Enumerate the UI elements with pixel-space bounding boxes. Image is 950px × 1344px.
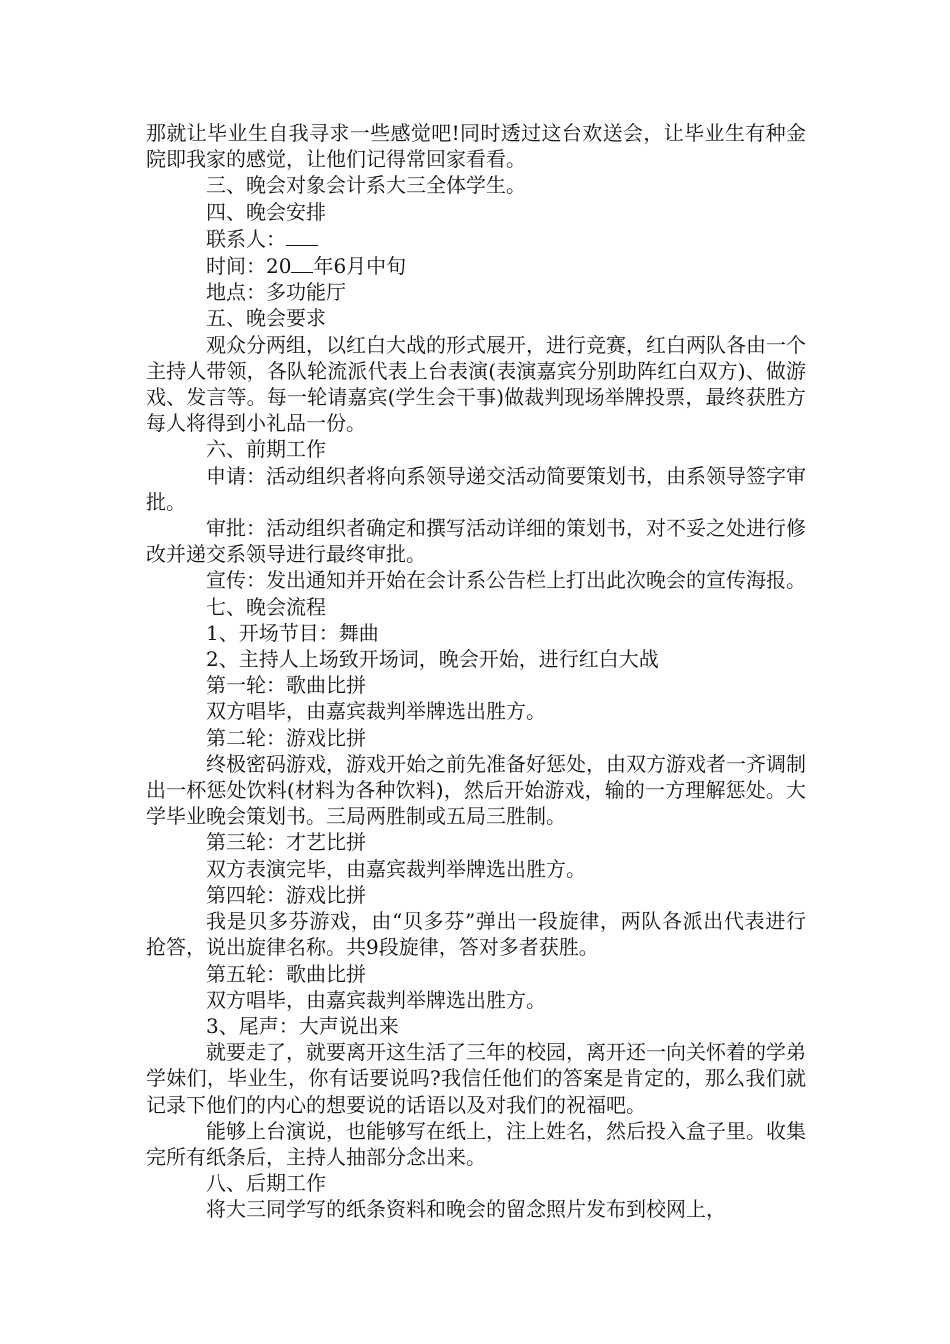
paragraph-finale-intro: 就要走了，就要离开这生活了三年的校园，离开还一向关怀着的学弟学妹们，毕业生，你有话要说吗?我信任他们的答案是肯定的，那么我们就记录下他们的内心的想要说的话语以及对我们的祝福吧。: [146, 1040, 806, 1117]
section-heading-arrangement: 四、晚会安排: [206, 199, 326, 224]
section-heading-followup: 八、后期工作: [206, 1171, 326, 1196]
paragraph-finale-notes: 能够上台演说，也能够写在纸上，注上姓名，然后投入盒子里。收集完所有纸条后，主持人抽部分念出来。: [146, 1118, 806, 1169]
contact-blank: [286, 225, 318, 246]
paragraph-requirements: 观众分两组，以红白大战的形式展开，进行竞赛，红白两队各由一个主持人带领，各队轮流派代表上台表演(表演嘉宾分别助阵红白双方)、做游戏、发言等。每一轮请嘉宾(学生会干事)做裁判现场举牌投票，最终获胜方每人将得到小礼品一份。: [146, 332, 806, 436]
program-item-finale: 3、尾声：大声说出来: [206, 1013, 399, 1038]
paragraph-application: 申请：活动组织者将向系领导递交活动简要策划书，由系领导签字审批。: [146, 463, 806, 514]
time-suffix: 年6月中旬: [313, 254, 407, 279]
program-item-host: 2、主持人上场致开场词，晚会开始，进行红白大战: [206, 647, 659, 672]
document-page: [146, 120, 806, 1223]
round-one-heading: 第一轮：歌曲比拼: [206, 673, 366, 698]
contact-label: 联系人：: [206, 226, 286, 251]
contact-line: [146, 225, 806, 252]
paragraph-followup: 将大三同学写的纸条资料和晚会的留念照片发布到校网上，: [206, 1197, 726, 1222]
round-five-text: 双方唱毕，由嘉宾裁判举牌选出胜方。: [206, 987, 546, 1012]
time-prefix: 时间：20: [206, 254, 292, 279]
section-heading-audience: 三、晚会对象会计系大三全体学生。: [206, 173, 526, 198]
section-heading-preparation: 六、前期工作: [206, 437, 326, 462]
time-line: [146, 252, 806, 279]
paragraph-approval: 审批：活动组织者确定和撰写活动详细的策划书，对不妥之处进行修改并递交系领导进行最终审批。: [146, 516, 806, 567]
round-two-text: 终极密码游戏，游戏开始之前先准备好惩处，由双方游戏者一齐调制出一杯惩处饮料(材料为各种饮料)，然后开始游戏，输的一方理解惩处。大学毕业晚会策划书。三局两胜制或五局三胜制。: [146, 751, 806, 829]
section-heading-requirements: 五、晚会要求: [206, 306, 326, 331]
paragraph-publicity: 宣传：发出通知并开始在会计系公告栏上打出此次晚会的宣传海报。: [206, 568, 806, 593]
paragraph-intro-continuation: 那就让毕业生自我寻求一些感觉吧!同时透过这台欢送会，让毕业生有种金院即我家的感觉，让他们记得常回家看看。: [146, 121, 806, 172]
location-line: 地点：多功能厅: [206, 280, 346, 305]
round-three-heading: 第三轮：才艺比拼: [206, 830, 366, 855]
round-one-text: 双方唱毕，由嘉宾裁判举牌选出胜方。: [206, 699, 546, 724]
section-heading-program: 七、晚会流程: [206, 594, 326, 619]
round-three-text: 双方表演完毕，由嘉宾裁判举牌选出胜方。: [206, 856, 586, 881]
round-four-text: 我是贝多芬游戏，由“贝多芬”弹出一段旋律，两队各派出代表进行抢答，说出旋律名称。共9段旋律，答对多者获胜。: [146, 909, 806, 960]
round-five-heading: 第五轮：歌曲比拼: [206, 961, 366, 986]
program-item-opening: 1、开场节目：舞曲: [206, 620, 379, 645]
round-two-heading: 第二轮：游戏比拼: [206, 725, 366, 750]
time-blank: [291, 252, 313, 273]
round-four-heading: 第四轮：游戏比拼: [206, 882, 366, 907]
